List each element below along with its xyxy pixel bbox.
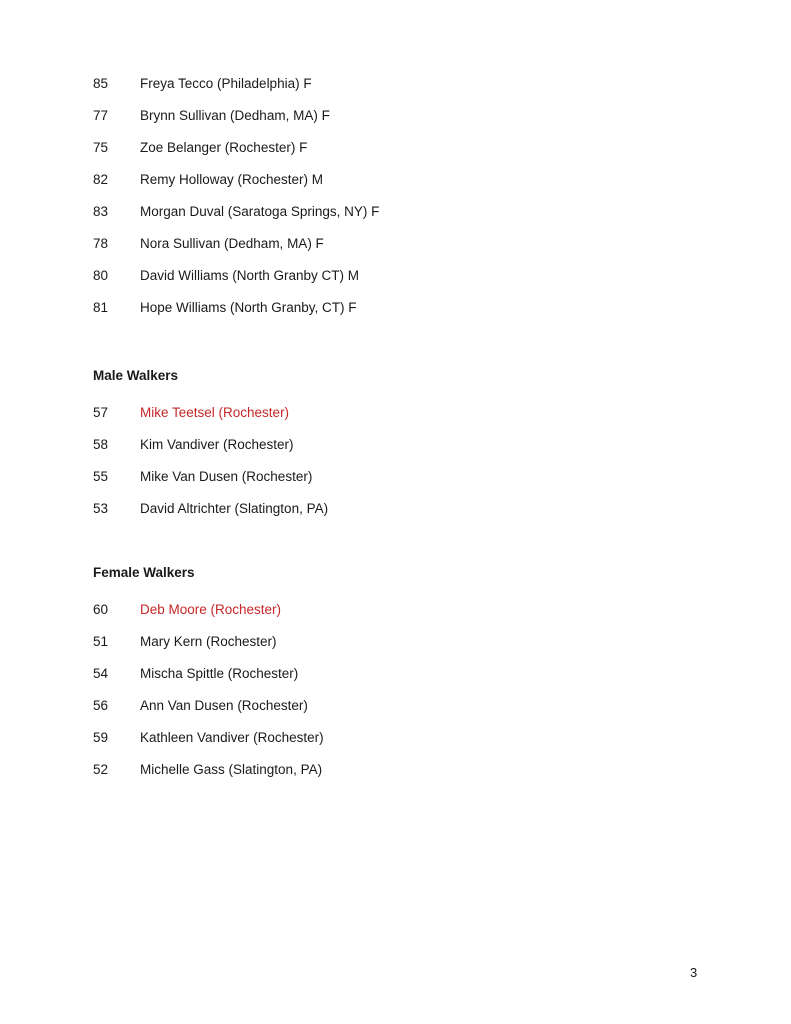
entry-number: 85 bbox=[93, 76, 109, 92]
entry-name: Brynn Sullivan (Dedham, MA) F bbox=[140, 108, 330, 124]
entry-number: 55 bbox=[93, 469, 109, 485]
section-heading-female-walkers: Female Walkers bbox=[93, 565, 195, 580]
entry-name: Ann Van Dusen (Rochester) bbox=[140, 698, 308, 714]
list-item bbox=[93, 722, 324, 754]
page-number: 3 bbox=[690, 965, 698, 980]
entry-name: Morgan Duval (Saratoga Springs, NY) F bbox=[140, 204, 380, 220]
entry-number: 77 bbox=[93, 108, 109, 124]
list-item bbox=[93, 429, 328, 461]
entry-number: 58 bbox=[93, 437, 109, 453]
entry-number: 57 bbox=[93, 405, 109, 421]
entry-name: David Altrichter (Slatington, PA) bbox=[140, 501, 329, 517]
results-list-female-walkers bbox=[93, 594, 324, 786]
entry-number: 78 bbox=[93, 236, 109, 252]
entry-name: Kim Vandiver (Rochester) bbox=[140, 437, 294, 453]
list-item bbox=[93, 132, 379, 164]
entry-number: 81 bbox=[93, 300, 109, 316]
list-item bbox=[93, 196, 379, 228]
list-item bbox=[93, 100, 379, 132]
list-item bbox=[93, 626, 324, 658]
entry-number: 80 bbox=[93, 268, 109, 284]
list-item bbox=[93, 68, 379, 100]
list-item bbox=[93, 397, 328, 429]
entry-name: Freya Tecco (Philadelphia) F bbox=[140, 76, 312, 92]
entry-name: Hope Williams (North Granby, CT) F bbox=[140, 300, 357, 316]
entry-number: 54 bbox=[93, 666, 109, 682]
list-item bbox=[93, 228, 379, 260]
entry-number: 82 bbox=[93, 172, 109, 188]
list-item bbox=[93, 260, 379, 292]
entry-name: Mischa Spittle (Rochester) bbox=[140, 666, 299, 682]
entry-name: Michelle Gass (Slatington, PA) bbox=[140, 762, 323, 778]
entry-number: 83 bbox=[93, 204, 109, 220]
section-heading-male-walkers: Male Walkers bbox=[93, 368, 179, 383]
entry-name: Deb Moore (Rochester) bbox=[140, 602, 282, 618]
entry-name: Remy Holloway (Rochester) M bbox=[140, 172, 324, 188]
list-item bbox=[93, 461, 328, 493]
entry-number: 51 bbox=[93, 634, 109, 650]
entry-name: Mary Kern (Rochester) bbox=[140, 634, 277, 650]
list-item bbox=[93, 594, 324, 626]
results-list-male-walkers bbox=[93, 397, 328, 525]
entry-number: 75 bbox=[93, 140, 109, 156]
entry-number: 52 bbox=[93, 762, 109, 778]
entry-number: 56 bbox=[93, 698, 109, 714]
list-item bbox=[93, 164, 379, 196]
list-item bbox=[93, 754, 324, 786]
entry-name: Zoe Belanger (Rochester) F bbox=[140, 140, 308, 156]
list-item bbox=[93, 690, 324, 722]
list-item bbox=[93, 292, 379, 324]
entry-name: David Williams (North Granby CT) M bbox=[140, 268, 360, 284]
entry-name: Mike Van Dusen (Rochester) bbox=[140, 469, 313, 485]
entry-number: 59 bbox=[93, 730, 109, 746]
list-item bbox=[93, 493, 328, 525]
entry-name: Kathleen Vandiver (Rochester) bbox=[140, 730, 324, 746]
entry-number: 53 bbox=[93, 501, 109, 517]
entry-name: Nora Sullivan (Dedham, MA) F bbox=[140, 236, 324, 252]
list-item bbox=[93, 658, 324, 690]
results-list-top bbox=[93, 68, 379, 324]
entry-number: 60 bbox=[93, 602, 109, 618]
entry-name: Mike Teetsel (Rochester) bbox=[140, 405, 290, 421]
